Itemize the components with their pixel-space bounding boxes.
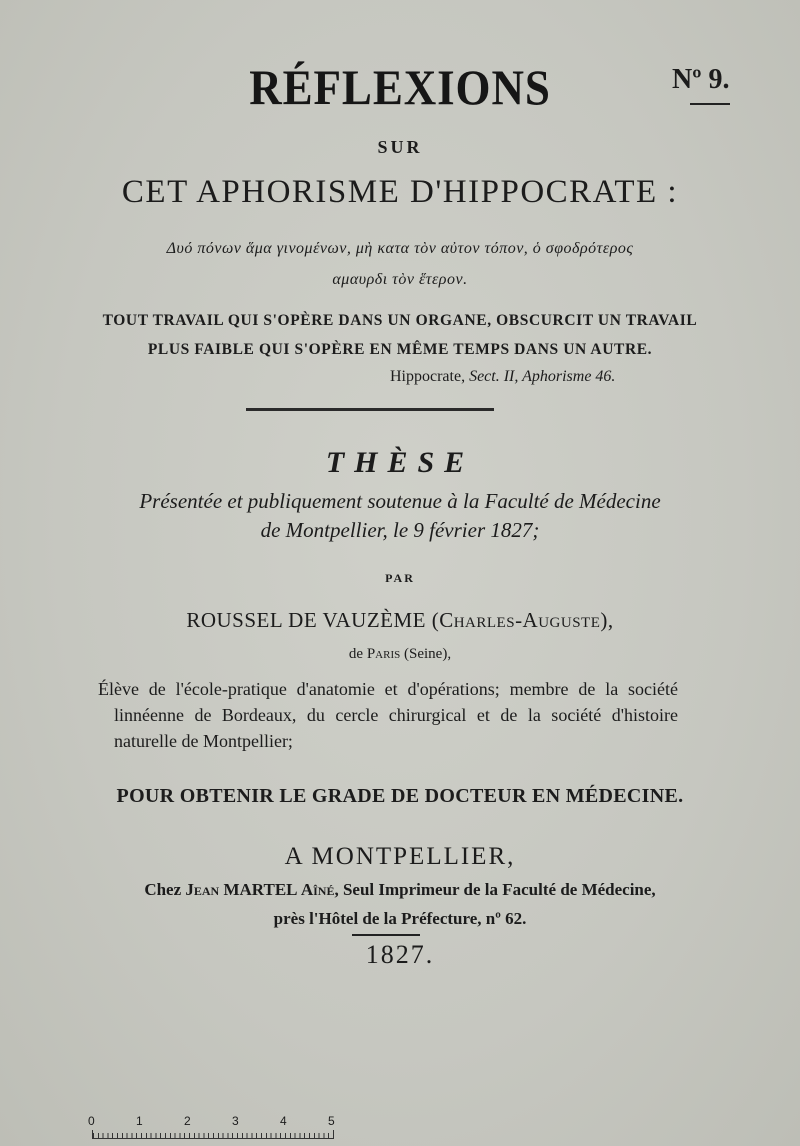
printer-surname: MARTEL	[219, 880, 301, 899]
year-rule	[352, 934, 420, 936]
presentation-line-1: Présentée et publiquement soutenue à la Faculté de Médecine	[139, 489, 661, 513]
origin-city: Paris	[366, 646, 401, 662]
document-number: Nº 9.	[672, 64, 730, 95]
par-label: PAR	[385, 571, 415, 585]
origin-prefix: de	[348, 646, 367, 662]
french-aphorism-line-2: PLUS FAIBLE QUI S'OPÈRE EN MÊME TEMPS DANS UN AUTRE.	[147, 341, 653, 358]
number-underline	[690, 103, 730, 105]
these-heading: THÈSE	[325, 446, 475, 479]
attribution-reference: Sect. II, Aphorisme 46.	[469, 368, 616, 385]
measurement-scale	[88, 1114, 338, 1140]
origin-suffix: (Seine),	[400, 646, 452, 662]
publication-place: A MONTPELLIER,	[284, 843, 516, 870]
scale-label-4: 4	[280, 1114, 287, 1128]
sur-label: SUR	[377, 137, 423, 157]
author-description	[98, 676, 678, 754]
printer-line	[0, 880, 800, 900]
description-line-1: Élève de l'école-pratique d'anatomie et d'opérations; membre de la société	[98, 679, 678, 699]
scale-label-1: 1	[136, 1114, 143, 1128]
author-name	[0, 608, 800, 633]
main-title: RÉFLEXIONS	[249, 59, 551, 115]
scale-labels	[88, 1114, 338, 1128]
scale-label-3: 3	[232, 1114, 239, 1128]
author-close: ),	[600, 608, 614, 632]
section-divider	[246, 408, 494, 411]
author-surname: ROUSSEL DE VAUZÈME (	[186, 608, 440, 632]
degree-statement: POUR OBTENIR LE GRADE DE DOCTEUR EN MÉDECINE.	[116, 785, 684, 807]
scale-label-0: 0	[88, 1114, 95, 1128]
printer-first-name: Jean	[185, 880, 220, 899]
scale-label-5: 5	[328, 1114, 335, 1128]
printer-aine: Aîné	[300, 880, 335, 899]
description-line-3: naturelle de Montpellier;	[114, 731, 293, 751]
author-origin	[0, 646, 800, 663]
publication-year: 1827.	[365, 940, 435, 969]
description-line-2: linnéenne de Bordeaux, du cercle chirurgical et de la société d'histoire	[114, 705, 678, 725]
presentation-line-2: de Montpellier, le 9 février 1827;	[260, 518, 540, 542]
aphorism-attribution	[390, 368, 615, 386]
subtitle: CET APHORISME D'HIPPOCRATE :	[121, 174, 679, 210]
scale-label-2: 2	[184, 1114, 191, 1128]
french-aphorism-line-1: TOUT TRAVAIL QUI S'OPÈRE DANS UN ORGANE, OBSCURCIT UN TRAVAIL	[102, 312, 698, 329]
greek-aphorism-line-2: αμαυρδι τὸν ἕτερον.	[332, 271, 468, 288]
printer-address: près l'Hôtel de la Préfecture, nº 62.	[273, 909, 527, 928]
scale-ruler	[92, 1130, 334, 1139]
printer-title: , Seul Imprimeur de la Faculté de Médecine,	[334, 880, 656, 899]
author-given-names: Charles-Auguste	[439, 608, 601, 632]
attribution-name: Hippocrate,	[390, 368, 470, 385]
greek-aphorism-line-1: Δυό πόνων ἅμα γινομένων, μὴ κατα τὸν αὐτον τόπον, ὁ σφοδρότερος	[166, 240, 634, 257]
printer-prefix: Chez	[144, 880, 186, 899]
